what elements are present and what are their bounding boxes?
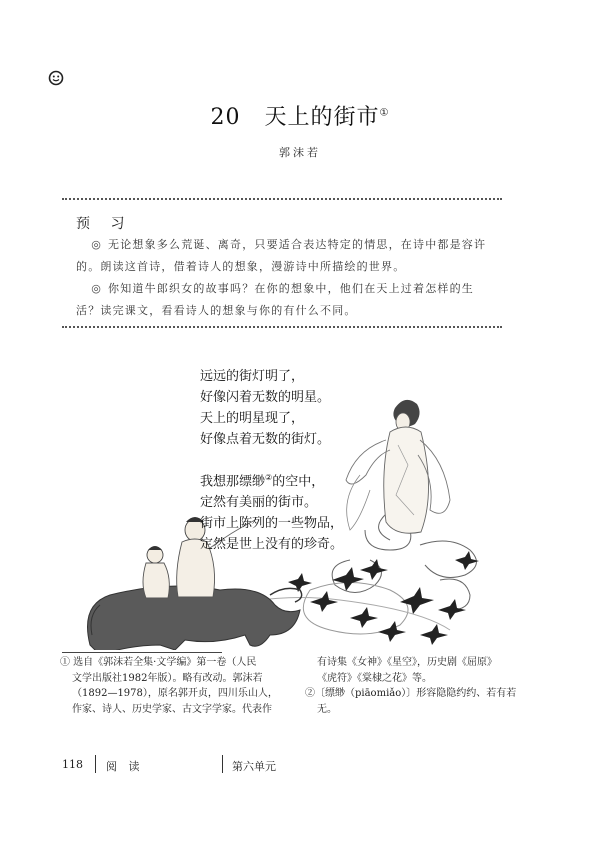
preview-paragraph-1 xyxy=(76,234,496,278)
footnotes-right-column xyxy=(305,655,525,717)
footnote-2-line: ②〔缥缈（piāomiǎo）〕形容隐隐约约、若有若 xyxy=(305,688,517,699)
poem-line: 定然是世上没有的珍奇。 xyxy=(200,537,344,553)
footer-section: 阅 读 xyxy=(106,760,144,773)
divider-top xyxy=(62,198,502,200)
footer-separator xyxy=(222,755,223,773)
poem-line-text: 我想那缥缈 xyxy=(200,474,266,490)
bullet-icon: ◎ xyxy=(91,282,102,295)
footnote-1-line: （1892—1978），原名郭开贞，四川乐山人， xyxy=(72,688,278,699)
poem-line: 好像闪着无数的明星。 xyxy=(200,390,331,405)
preview-paragraph-2-text: 你知道牛郎织女的故事吗？在你的想象中，他们在天上过着怎样的生活？读完课文，看看诗人的想象与你的有什么不同。 xyxy=(76,282,474,317)
footnote-2-line: 无。 xyxy=(317,703,337,715)
footnote-1-line: 作家、诗人、历史学家、古文字学家。代表作 xyxy=(72,703,272,715)
footer-separator xyxy=(95,755,96,773)
smiley-icon xyxy=(48,70,64,86)
poem-line: 远远的街灯明了， xyxy=(200,369,305,384)
lesson-number: 20 xyxy=(210,105,241,130)
lesson-title-text: 天上的街市 xyxy=(264,105,380,130)
lesson-title xyxy=(0,100,600,131)
poem-line: 街市上陈列的一些物品， xyxy=(200,516,344,532)
poem-line: 好像点着无数的街灯。 xyxy=(200,432,331,447)
poem-line xyxy=(200,467,400,492)
poem xyxy=(200,366,400,555)
footnote-1-line: 文学出版社1982年版）。略有改动。郭沫若 xyxy=(72,672,263,684)
footnote-1-line: 有诗集《女神》《星空》，历史剧《屈原》 xyxy=(317,657,497,668)
bullet-icon: ◎ xyxy=(91,238,102,251)
preview-paragraph-1-text: 无论想象多么荒诞、离奇，只要适合表达特定的情思，在诗中都是容许的。朗读这首诗，借着诗人的想象，漫游诗中所描绘的世界。 xyxy=(76,238,487,273)
preview-heading: 预 习 xyxy=(76,216,133,232)
poem-line: 天上的明星现了， xyxy=(200,411,305,426)
preview-paragraph-2 xyxy=(76,278,496,322)
page-number: 118 xyxy=(62,758,83,771)
footnote-1-line: ① 选自《郭沫若全集·文学编》第一卷（人民 xyxy=(60,657,257,668)
poem-line-text: 的空中， xyxy=(272,474,325,490)
poem-line: 定然有美丽的街市。 xyxy=(200,495,318,511)
footer-unit: 第六单元 xyxy=(232,760,276,773)
author-name: 郭沫若 xyxy=(279,146,321,159)
footnote-marker[interactable]: ② xyxy=(265,473,273,482)
footnote-1-line: 《虎符》《棠棣之花》等。 xyxy=(317,672,432,684)
divider-bottom xyxy=(62,326,502,328)
footnotes-left-column xyxy=(60,655,280,717)
footnote-rule xyxy=(62,652,222,653)
footnote-marker[interactable]: ① xyxy=(379,107,390,119)
